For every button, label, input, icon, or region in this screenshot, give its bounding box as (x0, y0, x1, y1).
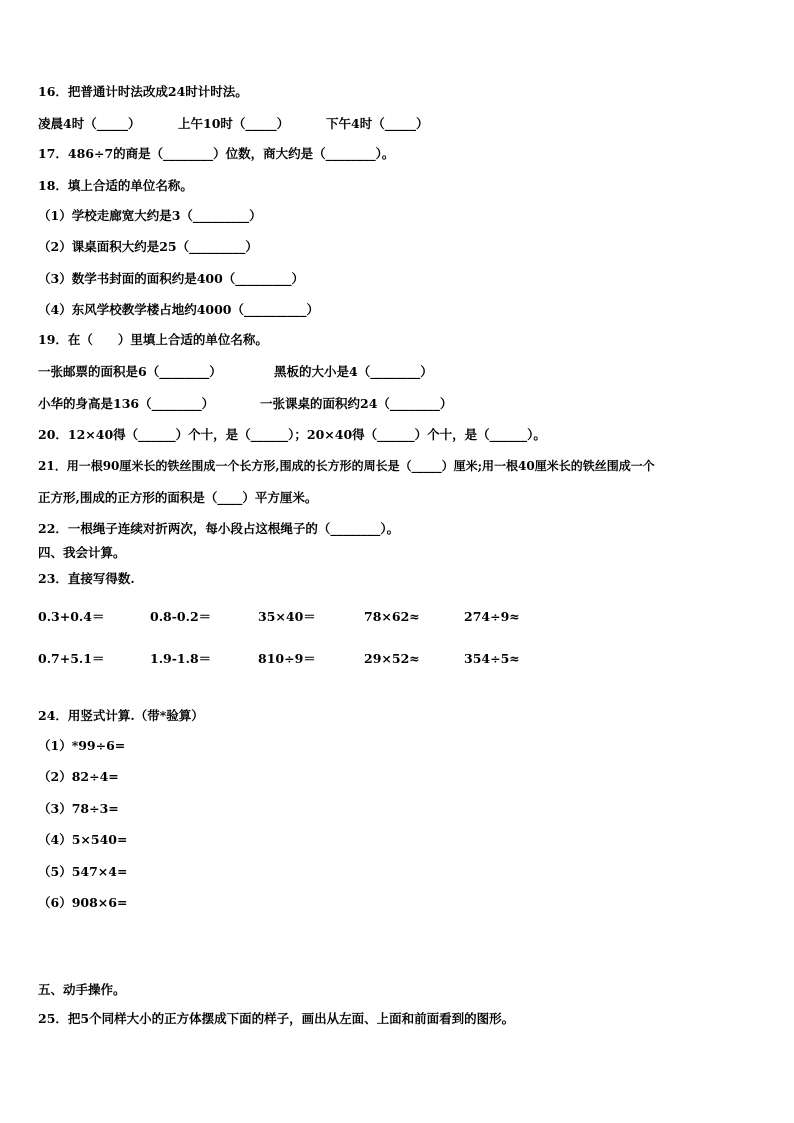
q23-r2-c4: 29×52≈ (364, 651, 420, 666)
q23-r1-c3: 35×40＝ (258, 609, 316, 624)
q23-r2-c2: 1.9-1.8＝ (150, 651, 212, 666)
q24-item-2: （2）82÷4= (38, 769, 119, 784)
q18-item-1: （1）学校走廊宽大约是3（_________） (38, 208, 262, 223)
q24-item-5: （5）547×4= (38, 864, 128, 879)
q21-line1: 21．用一根90厘米长的铁丝围成一个长方形,围成的长方形的周长是（_____）厘米;用一根40厘米长的铁丝围成一个 (38, 459, 655, 473)
q19-b: 黑板的大小是4（________） (274, 364, 433, 379)
q24-item-1: （1）*99÷6= (38, 738, 126, 753)
q18-item-3: （3）数学书封面的面积约是400（_________） (38, 271, 305, 286)
q18-item-2: （2）课桌面积大约是25（_________） (38, 239, 258, 254)
q20: 20．12×40得（______）个十，是（______）；20×40得（______）个十，是（______）。 (38, 427, 546, 442)
q18-title: 18．填上合适的单位名称。 (38, 178, 193, 193)
section-4-heading: 四、我会计算。 (38, 545, 126, 560)
q17: 17．486÷7的商是（________）位数，商大约是（________）。 (38, 146, 395, 161)
q16-a: 凌晨4时（_____） (38, 116, 141, 131)
q18-item-4: （4）东风学校教学楼占地约4000（__________） (38, 302, 319, 317)
q25: 25．把5个同样大小的正方体摆成下面的样子，画出从左面、上面和前面看到的图形。 (38, 1011, 515, 1026)
q19-a: 一张邮票的面积是6（________） (38, 364, 222, 379)
q23-r1-c5: 274÷9≈ (464, 609, 520, 624)
q19-d: 一张课桌的面积约24（________） (260, 396, 453, 411)
q24-item-3: （3）78÷3= (38, 801, 119, 816)
q16-title: 16．把普通计时法改成24时计时法。 (38, 84, 248, 99)
q24-item-4: （4）5×540= (38, 832, 128, 847)
q23-r1-c2: 0.8-0.2＝ (150, 609, 212, 624)
q16-b: 上午10时（_____） (178, 116, 290, 131)
q24-title: 24．用竖式计算.（带*验算） (38, 708, 204, 723)
q23-title: 23．直接写得数. (38, 571, 135, 586)
q23-r2-c1: 0.7+5.1＝ (38, 651, 105, 666)
q23-r1-c4: 78×62≈ (364, 609, 420, 624)
q23-r2-c5: 354÷5≈ (464, 651, 520, 666)
q19-c: 小华的身高是136（________） (38, 396, 215, 411)
q16-c: 下午4时（_____） (326, 116, 429, 131)
q23-r2-c3: 810÷9＝ (258, 651, 316, 666)
q24-item-6: （6）908×6= (38, 895, 128, 910)
section-5-heading: 五、动手操作。 (38, 982, 126, 997)
q21-line2: 正方形,围成的正方形的面积是（____）平方厘米。 (38, 490, 318, 505)
q22: 22．一根绳子连续对折两次，每小段占这根绳子的（________）。 (38, 521, 400, 536)
q23-r1-c1: 0.3+0.4＝ (38, 609, 105, 624)
q19-title: 19．在（ ）里填上合适的单位名称。 (38, 332, 268, 347)
